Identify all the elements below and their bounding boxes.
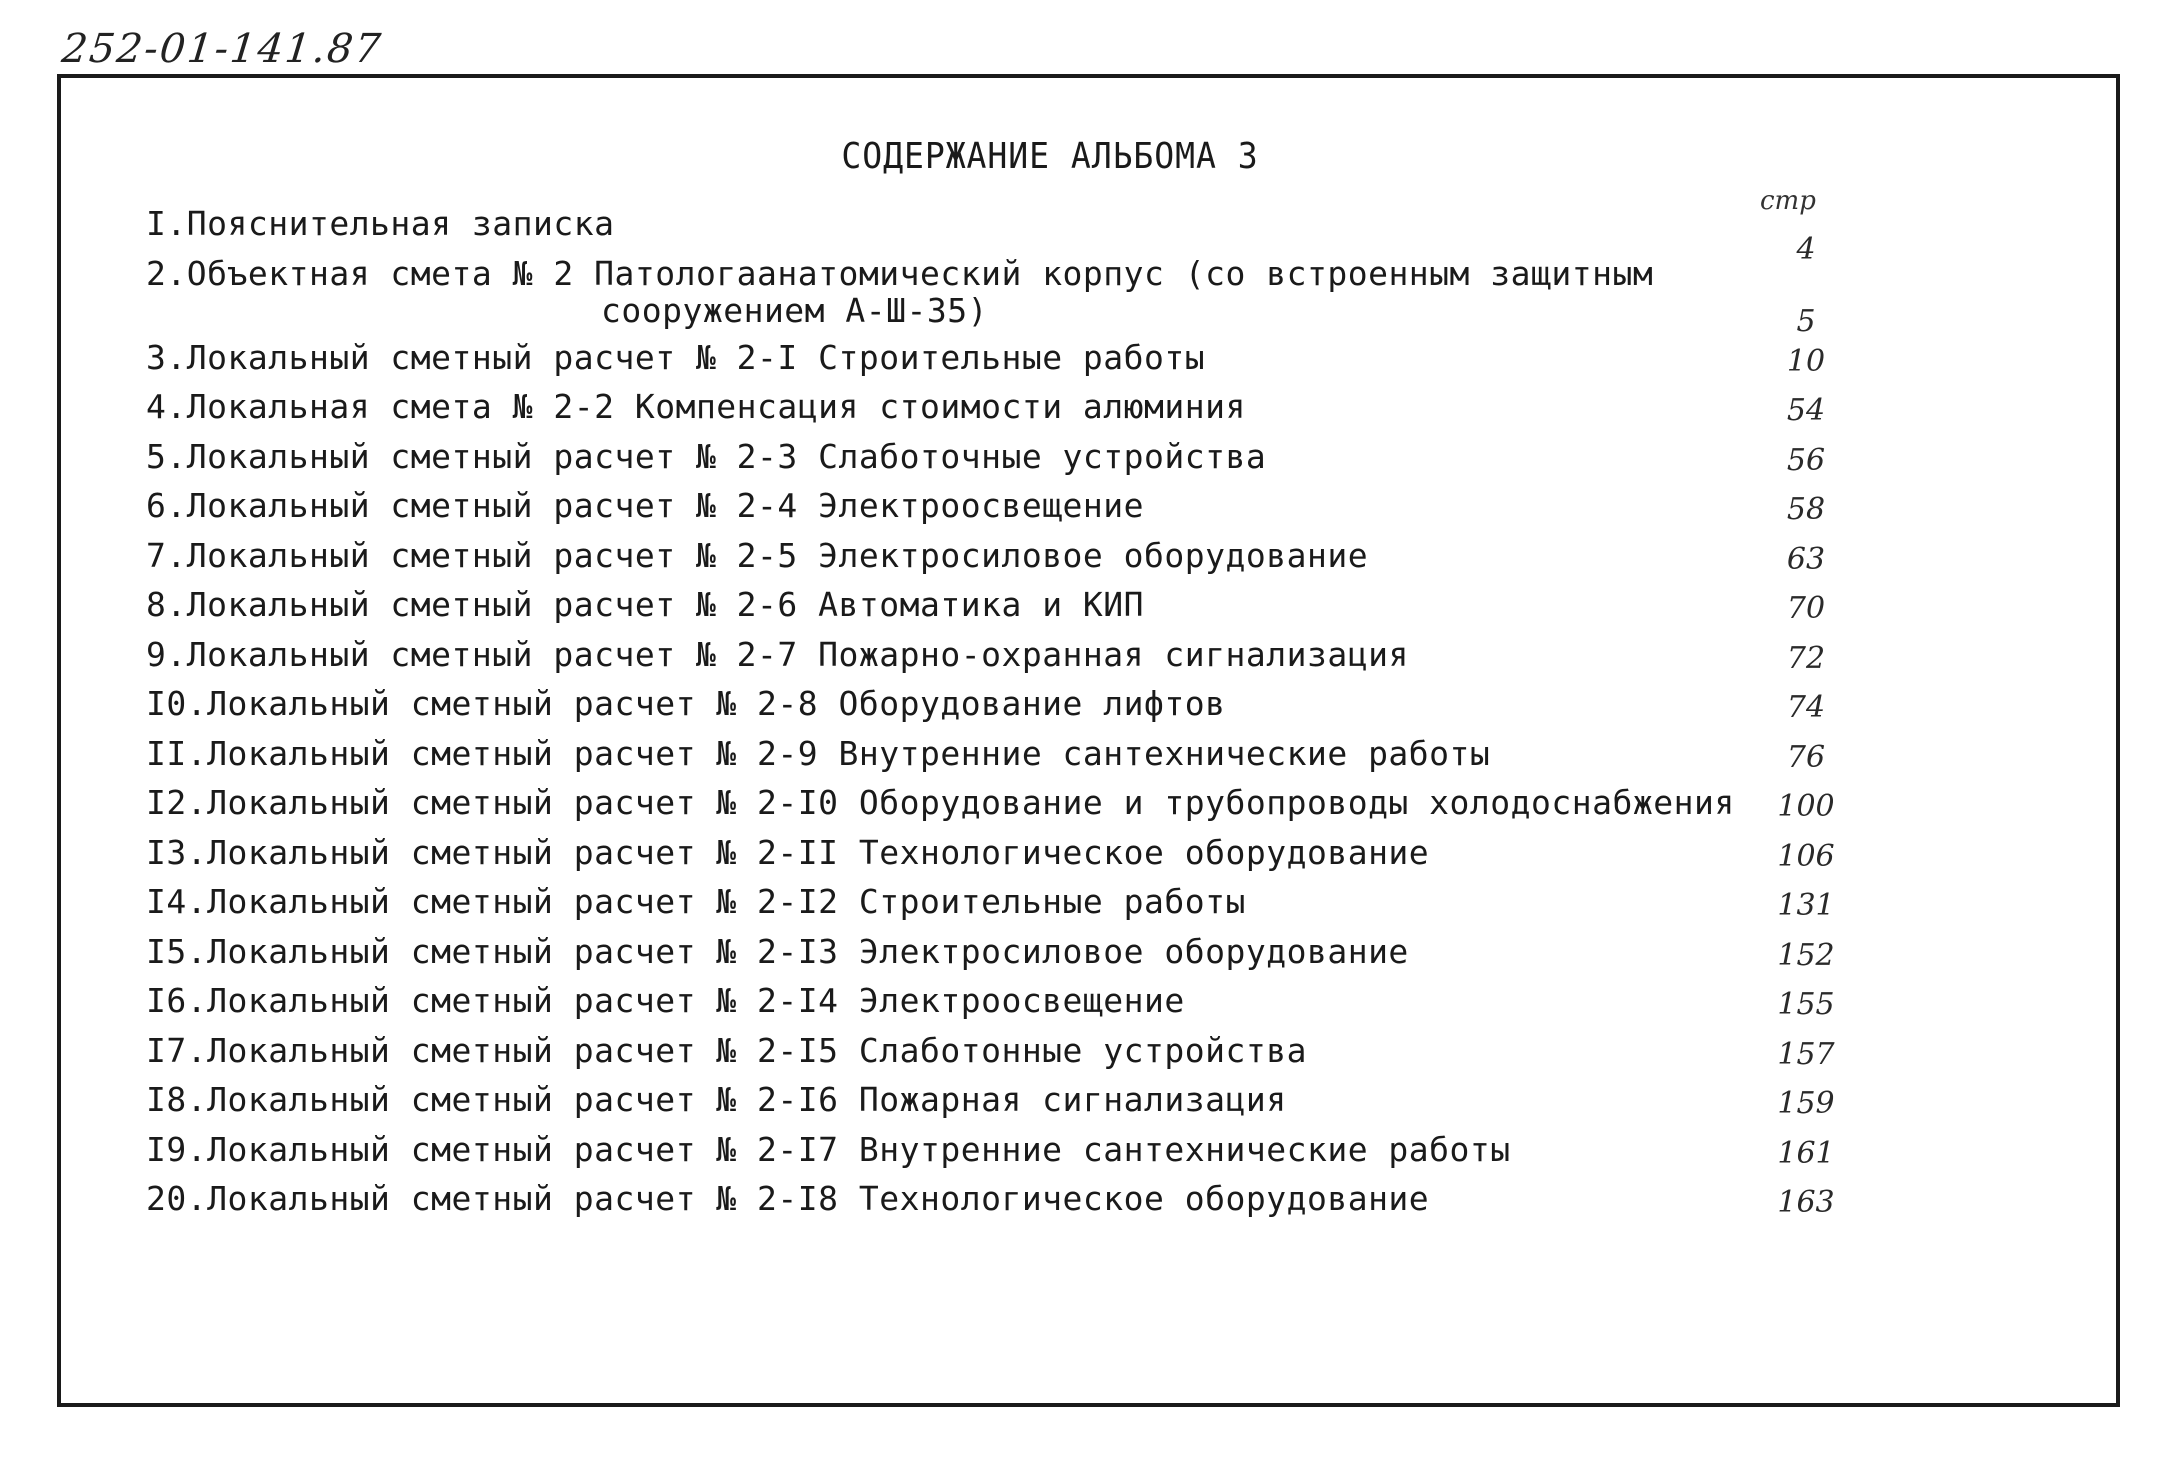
toc-item-page: 161: [1777, 1135, 1835, 1171]
toc-item-text: [146, 254, 1653, 328]
toc-item-text: [146, 635, 1409, 675]
toc-item-page: 56: [1786, 442, 1826, 478]
toc-item-text: [146, 932, 1409, 972]
toc-item-text: [146, 684, 1226, 724]
toc-item: [146, 783, 2066, 833]
toc-item-number: II.: [146, 733, 208, 773]
toc-item: [146, 1080, 2066, 1130]
toc-item-text: [146, 981, 1185, 1021]
toc-item: [146, 1031, 2066, 1081]
toc-item-title: Локальный сметный расчет № 2-I Строительные работы: [186, 337, 1206, 377]
toc-item-page: 5: [1796, 303, 1816, 339]
toc-item-title: Локальный сметный расчет № 2-3 Слаботочные устройства: [186, 436, 1267, 476]
toc-item-page: 157: [1777, 1036, 1835, 1072]
toc-item: [146, 204, 2066, 267]
toc-item: [146, 734, 2066, 784]
toc-item-page: 100: [1777, 789, 1835, 824]
toc-item: [146, 437, 2066, 487]
toc-item: [146, 338, 2066, 388]
toc-item-text: [146, 1080, 1287, 1120]
toc-item-title: Локальный сметный расчет № 2-I0 Оборудование и трубопроводы холодоснабжения: [207, 783, 1735, 822]
toc-item-number: I6.: [146, 981, 208, 1020]
toc-item-page: 54: [1786, 393, 1826, 428]
toc-item-text: [146, 734, 1490, 774]
toc-item-page: 163: [1777, 1185, 1835, 1220]
toc-item-title: Локальный сметный расчет № 2-I2 Строительные работы: [207, 882, 1246, 921]
toc-item-number: 2.: [146, 253, 187, 293]
toc-item-page: 74: [1786, 690, 1826, 725]
toc-item: [146, 536, 2066, 586]
toc-item-number: 6.: [146, 486, 187, 525]
toc-item-title: Локальный сметный расчет № 2-5 Электросиловое оборудование: [186, 535, 1369, 575]
toc-item-number: I5.: [146, 931, 208, 971]
toc-item-title-continuation: сооружением А-Ш-35): [601, 290, 988, 330]
toc-item-page: 63: [1786, 541, 1826, 577]
toc-item-text: [146, 387, 1246, 427]
toc-item-text: [146, 783, 1735, 823]
toc-item-number: I8.: [146, 1080, 208, 1119]
toc-item-text: [146, 1130, 1511, 1170]
toc-item-number: 7.: [146, 535, 187, 575]
toc-item: [146, 684, 2066, 734]
toc-item-text: [146, 204, 614, 244]
toc-item-title: Локальный сметный расчет № 2-4 Электроосвещение: [186, 486, 1145, 525]
toc-item-text: [146, 1179, 1429, 1219]
toc-item-number: I0.: [146, 684, 208, 723]
toc-item-text: [146, 486, 1144, 526]
toc-item-title: Локальный сметный расчет № 2-9 Внутренние сантехнические работы: [207, 733, 1491, 773]
toc-item-text: [146, 882, 1246, 922]
toc-item-number: 8.: [146, 585, 187, 624]
toc-item-page: 152: [1777, 937, 1835, 973]
toc-item-title: Локальная смета № 2-2 Компенсация стоимости алюминия: [186, 387, 1246, 426]
toc-item: [146, 1179, 2066, 1229]
page-title: СОДЕРЖАНИЕ АЛЬБОМА 3: [841, 136, 1259, 177]
toc-item-title: Локальный сметный расчет № 2-I3 Электросиловое оборудование: [207, 931, 1409, 971]
toc-item-text: [146, 585, 1144, 625]
toc-item-page: 58: [1786, 492, 1826, 527]
toc-item-text: [146, 338, 1205, 378]
toc-item-page: 10: [1786, 343, 1826, 379]
toc-item-number: I2.: [146, 783, 208, 822]
toc-item-title: Локальный сметный расчет № 2-8 Оборудование лифтов: [207, 684, 1226, 723]
toc-item: [146, 833, 2066, 883]
toc-item-page: 155: [1777, 987, 1835, 1022]
toc-item-title: Локальный сметный расчет № 2-6 Автоматика и КИП: [186, 585, 1145, 624]
toc-item-number: 4.: [146, 387, 187, 426]
toc-item-page: 72: [1786, 640, 1826, 676]
toc-item-title: Локальный сметный расчет № 2-I5 Слаботонные устройства: [207, 1030, 1307, 1070]
toc-item-title: Локальный сметный расчет № 2-I6 Пожарная сигнализация: [207, 1080, 1287, 1119]
toc-item-number: I3.: [146, 832, 208, 872]
toc-item: [146, 585, 2066, 635]
toc-item-page: 76: [1786, 739, 1826, 775]
toc-item-number: I9.: [146, 1129, 208, 1169]
toc-item-number: I7.: [146, 1030, 208, 1070]
toc-item: [146, 486, 2066, 536]
toc-item-number: 3.: [146, 337, 187, 377]
toc-item-number: I.: [146, 204, 187, 243]
document-code: 252-01-141.87: [59, 26, 385, 72]
toc-item-text: [146, 536, 1368, 576]
toc-item-number: 20.: [146, 1179, 208, 1218]
toc-item: [146, 387, 2066, 437]
toc-item-title: Локальный сметный расчет № 2-II Технологическое оборудование: [207, 832, 1430, 872]
toc-item-title: Локальный сметный расчет № 2-I7 Внутренние сантехнические работы: [207, 1129, 1511, 1169]
toc-item: [146, 254, 2066, 338]
toc-item-number: I4.: [146, 882, 208, 921]
toc-item-number: 9.: [146, 634, 187, 674]
toc-item-title: Локальный сметный расчет № 2-I4 Электроосвещение: [207, 981, 1185, 1020]
toc-item: [146, 882, 2066, 932]
toc-item-title: Объектная смета № 2 Патологаанатомический корпус (со встроенным защитным: [186, 253, 1654, 293]
toc-item-page: 4: [1796, 232, 1816, 267]
toc-item: [146, 635, 2066, 685]
toc-item-page: 70: [1786, 591, 1826, 626]
toc-item-title: Локальный сметный расчет № 2-7 Пожарно-охранная сигнализация: [186, 634, 1409, 674]
toc-item-page: 159: [1777, 1086, 1835, 1121]
toc-item-text: [146, 1031, 1307, 1071]
toc-item-text: [146, 437, 1266, 477]
page-column-header: стр: [1760, 186, 1816, 216]
toc-item-number: 5.: [146, 436, 187, 476]
toc-item-text: [146, 833, 1429, 873]
toc-item-page: 106: [1777, 838, 1835, 874]
toc-item-title: Пояснительная записка: [186, 204, 615, 243]
toc-item: [146, 1130, 2066, 1180]
toc-item-title: Локальный сметный расчет № 2-I8 Технологическое оборудование: [207, 1179, 1430, 1218]
table-of-contents: [146, 204, 2066, 1229]
toc-item: [146, 932, 2066, 982]
toc-item-page: 131: [1777, 888, 1835, 923]
toc-item: [146, 981, 2066, 1031]
